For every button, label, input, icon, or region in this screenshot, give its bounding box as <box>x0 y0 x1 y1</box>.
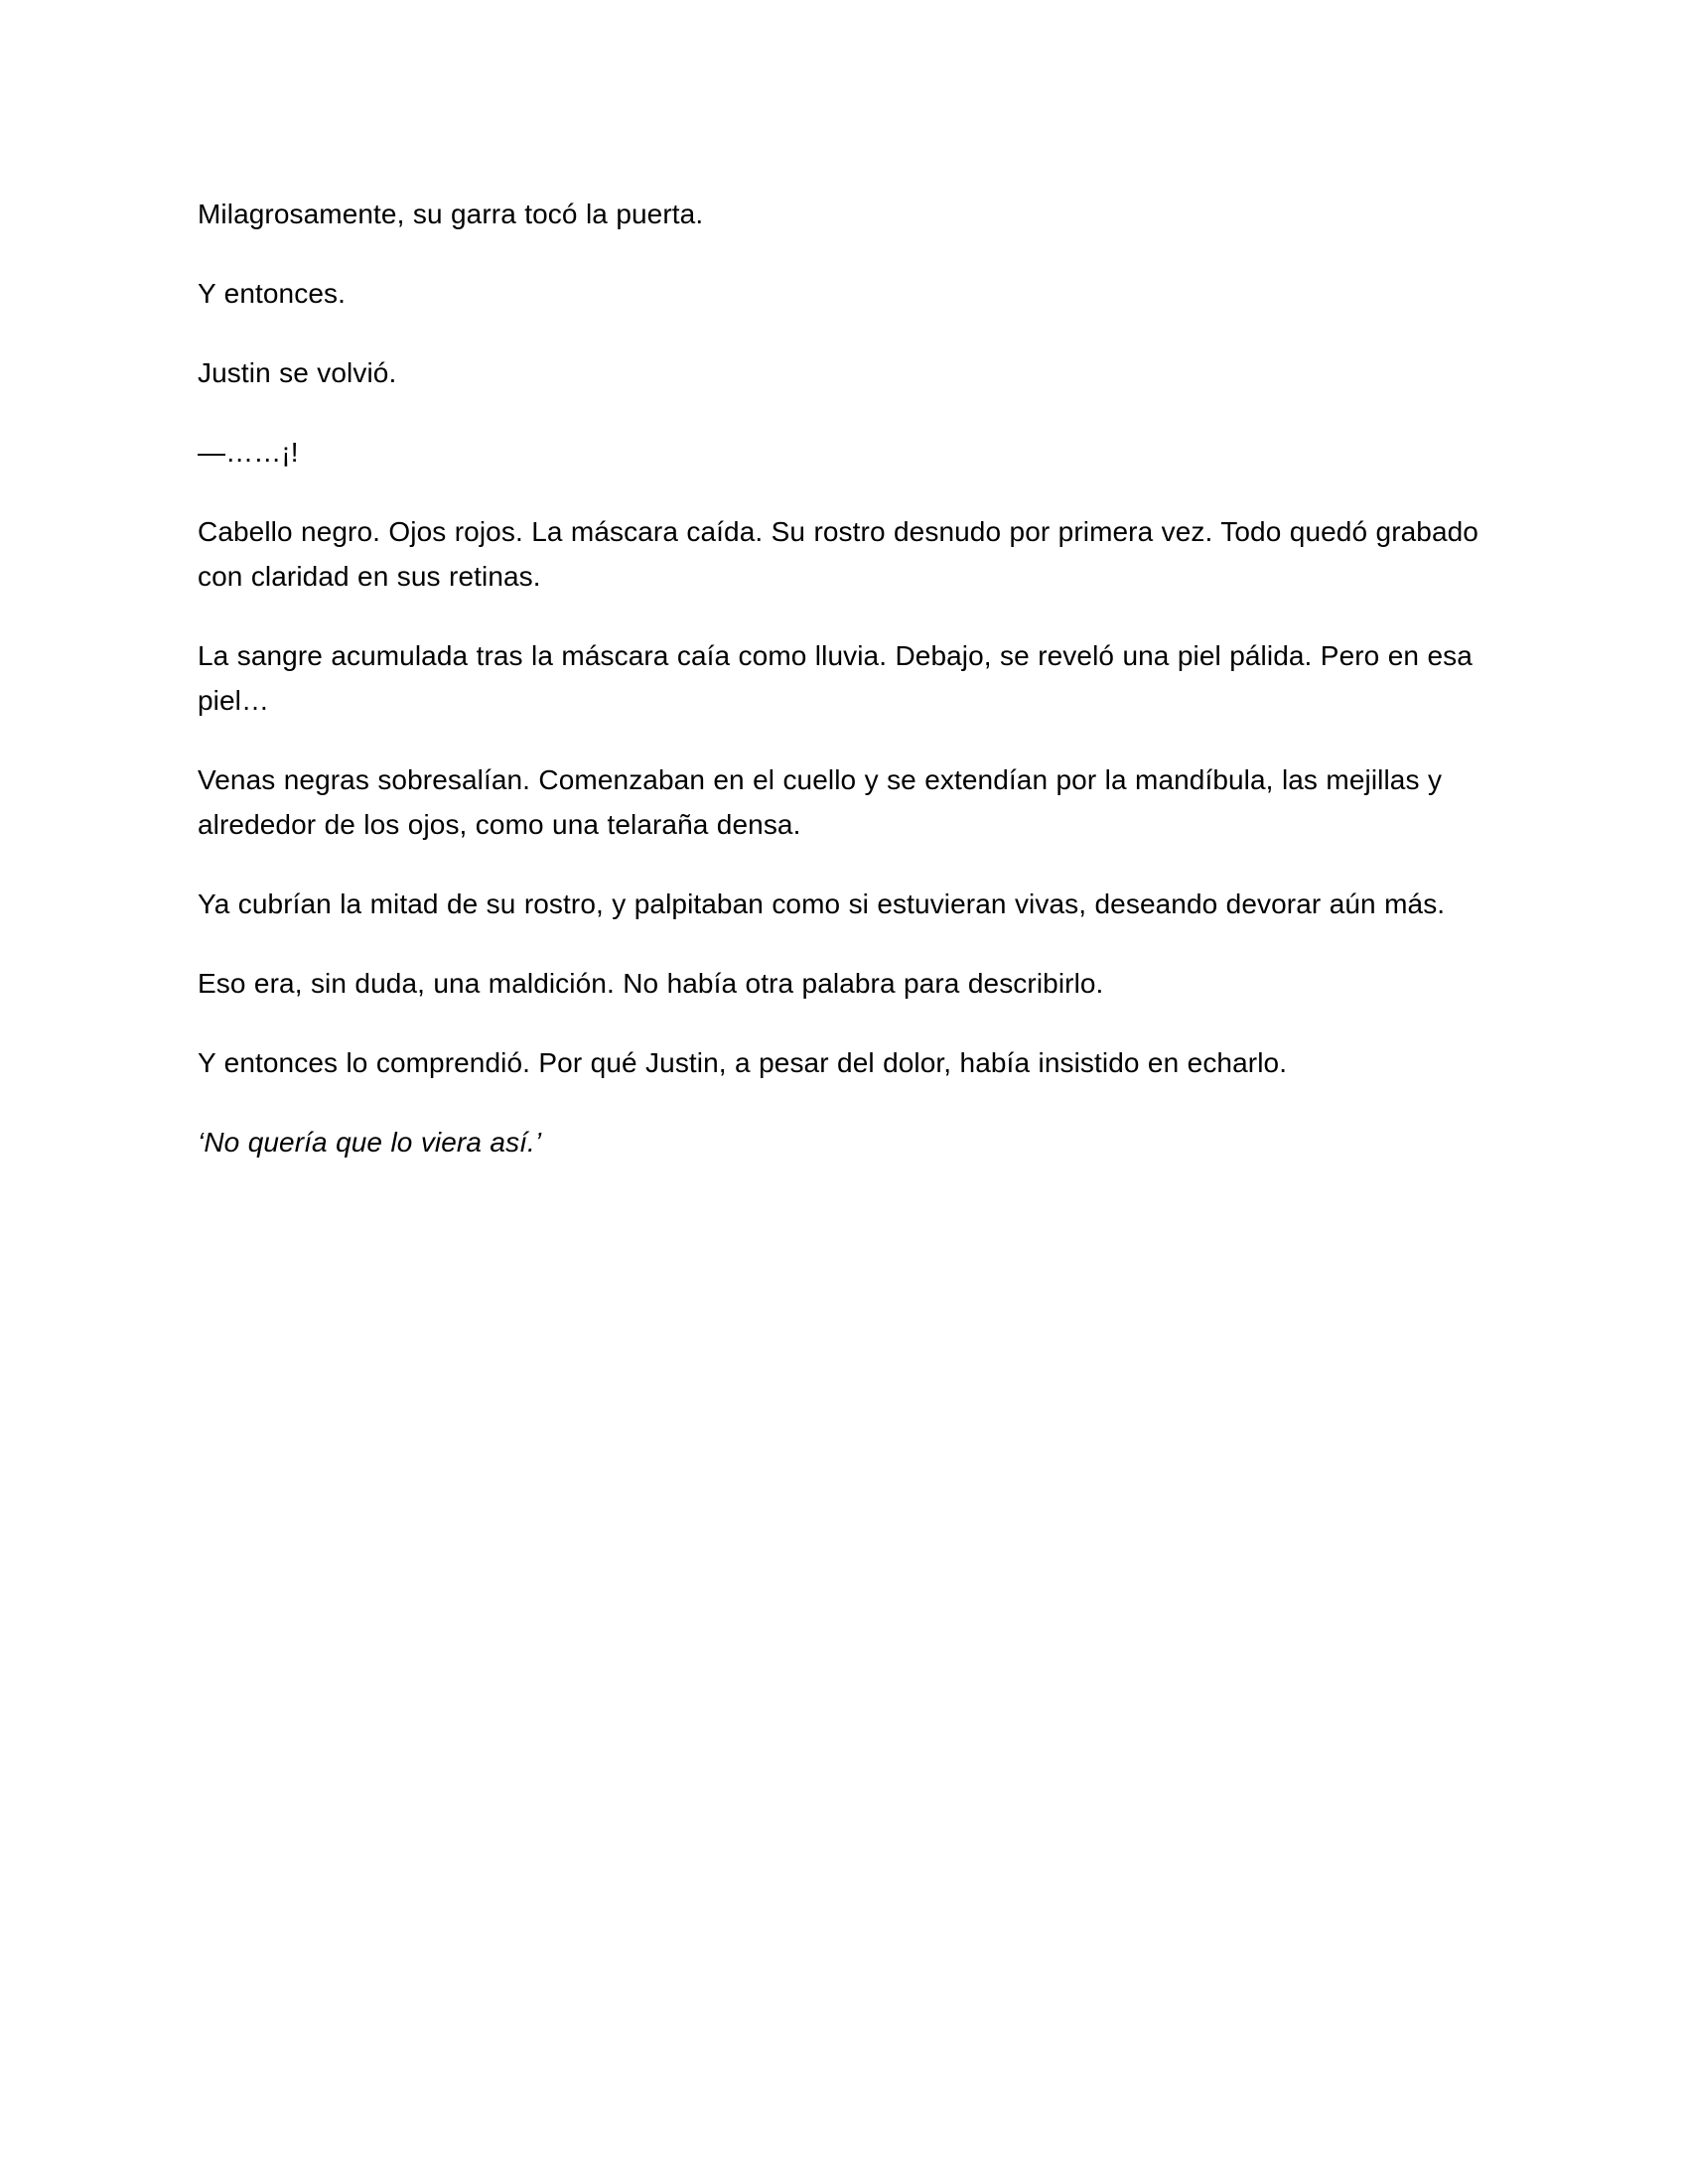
document-page <box>198 192 1492 1199</box>
paragraph: Eso era, sin duda, una maldición. No había otra palabra para describirlo. <box>198 968 1104 999</box>
paragraph: La sangre acumulada tras la máscara caía como lluvia. Debajo, se reveló una piel pálida. Pero en esa piel… <box>198 640 1473 716</box>
paragraph: Justin se volvió. <box>198 357 397 388</box>
paragraph: Y entonces lo comprendió. Por qué Justin, a pesar del dolor, había insistido en echarlo. <box>198 1047 1288 1078</box>
paragraph-italic-quote: ‘No quería que lo viera así.’ <box>198 1127 542 1158</box>
paragraph: Milagrosamente, su garra tocó la puerta. <box>198 199 704 229</box>
paragraph: Y entonces. <box>198 278 346 309</box>
paragraph-dash-ellipsis: —……¡! <box>198 437 299 468</box>
paragraph: Venas negras sobresalían. Comenzaban en el cuello y se extendían por la mandíbula, las mejillas y alrededor de los ojos, como una telaraña densa. <box>198 764 1443 840</box>
paragraph: Ya cubrían la mitad de su rostro, y palpitaban como si estuvieran vivas, deseando devorar aún más. <box>198 888 1446 919</box>
paragraph: Cabello negro. Ojos rojos. La máscara caída. Su rostro desnudo por primera vez. Todo quedó grabado con claridad en sus retinas. <box>198 516 1478 592</box>
